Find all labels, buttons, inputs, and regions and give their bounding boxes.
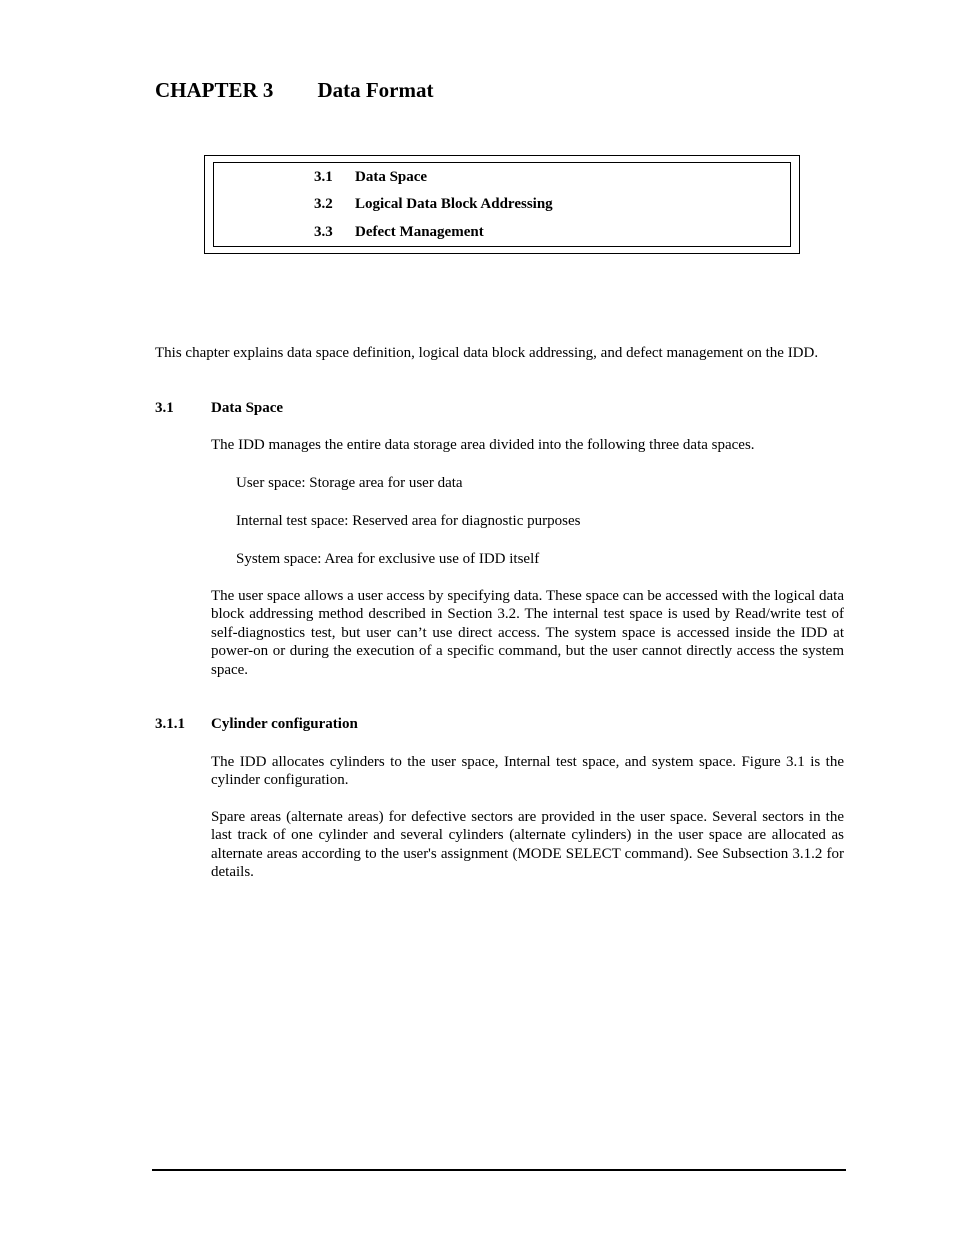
toc-item-title: Data Space xyxy=(355,169,428,185)
toc-item-title: Logical Data Block Addressing xyxy=(355,196,553,212)
chapter-intro-paragraph: This chapter explains data space definition, logical data block addressing, and defect management on the IDD. xyxy=(155,345,819,361)
section-3-1-1-paragraph-2: Spare areas (alternate areas) for defective sectors are provided in the user space. Several sectors in the last track of one cylinder and several cylinders (alternate cylinders) in the user space are allocated as alternate areas according to the user's assignment (MODE SELECT command). See Subsection 3.1.2 for details. xyxy=(211,809,844,881)
chapter-contents-box xyxy=(204,155,800,254)
section-3-1-1-paragraph-1: The IDD allocates cylinders to the user space, Internal test space, and system space. Figure 3.1 is the cylinder configuration. xyxy=(211,754,844,789)
space-item-user: User space: Storage area for user data xyxy=(236,475,463,491)
toc-item-3-2[interactable] xyxy=(314,196,553,213)
chapter-heading xyxy=(155,78,433,103)
toc-item-3-1[interactable] xyxy=(314,169,427,186)
space-item-internal-test: Internal test space: Reserved area for diagnostic purposes xyxy=(236,513,581,529)
chapter-label: CHAPTER 3 xyxy=(155,78,274,102)
section-number: 3.1.1 xyxy=(155,716,185,732)
section-3-1-body-paragraph: The user space allows a user access by specifying data. These space can be accessed with the logical data block addressing method described in Section 3.2. The internal test space is used by Read/write test of self-diagnostics test, but user can’t use direct access. The system space is accessed inside the IDD at power-on or during the execution of a specific command, but the user cannot directly access the system space. xyxy=(211,588,844,678)
toc-item-3-3[interactable] xyxy=(314,224,484,241)
section-3-1-lead: The IDD manages the entire data storage area divided into the following three data spaces. xyxy=(211,437,755,453)
footer-rule xyxy=(152,1169,846,1171)
toc-item-number: 3.3 xyxy=(314,224,333,240)
chapter-title: Data Format xyxy=(317,78,434,102)
space-item-system: System space: Area for exclusive use of IDD itself xyxy=(236,551,540,567)
toc-item-number: 3.2 xyxy=(314,196,333,212)
section-title: Data Space xyxy=(211,400,284,416)
section-3-1-1-heading xyxy=(155,716,555,736)
section-title: Cylinder configuration xyxy=(211,716,358,732)
section-3-1-heading xyxy=(155,400,455,420)
section-number: 3.1 xyxy=(155,400,174,416)
toc-item-title: Defect Management xyxy=(355,224,484,240)
toc-item-number: 3.1 xyxy=(314,169,333,185)
